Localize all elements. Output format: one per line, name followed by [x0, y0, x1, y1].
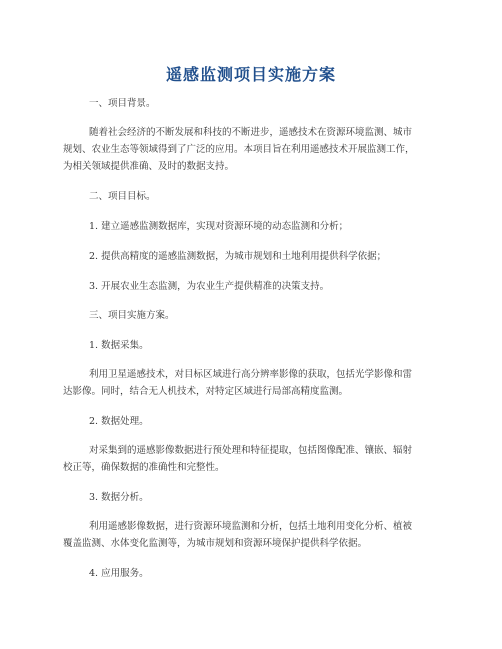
section-heading-goals — [89, 188, 419, 205]
text-line: 为相关领域提供准确、及时的数据支持。 — [63, 161, 235, 172]
step-heading-services — [89, 565, 419, 582]
text-line: 3. 开展农业生态监测，为农业生产提供精准的决策支持。 — [89, 281, 330, 292]
paragraph-background — [89, 124, 419, 141]
text-line: 随着社会经济的不断发展和科技的不断进步，遥感技术在资源环境监测、城市 — [89, 127, 413, 138]
text-line: 二、项目目标。 — [89, 191, 156, 202]
step-heading-processing — [89, 413, 419, 430]
text-line: 4. 应用服务。 — [89, 568, 149, 579]
goal-item-2 — [89, 248, 419, 265]
paragraph-background-cont-2 — [63, 158, 393, 175]
paragraph-collection-cont — [63, 383, 393, 400]
paragraph-analysis-cont — [63, 535, 393, 552]
text-line: 2. 提供高精度的遥感监测数据，为城市规划和土地利用提供科学依据； — [89, 251, 387, 262]
text-line: 三、项目实施方案。 — [89, 310, 175, 321]
document-title: 遥感监测项目实施方案 — [165, 65, 336, 84]
text-line: 利用卫星遥感技术，对目标区域进行高分辨率影像的获取，包括光学影像和雷 — [89, 369, 413, 380]
text-line: 3. 数据分析。 — [89, 492, 149, 503]
text-line: 1. 数据采集。 — [89, 340, 149, 351]
goal-item-1 — [89, 218, 419, 235]
text-line: 规划、农业生态等领域得到了广泛的应用。本项目旨在利用遥感技术开展监测工作， — [63, 144, 415, 155]
text-line: 利用遥感影像数据，进行资源环境监测和分析，包括土地利用变化分析、植被 — [89, 521, 413, 532]
text-line: 覆盖监测、水体变化监测等，为城市规划和资源环境保护提供科学依据。 — [63, 538, 368, 549]
text-line: 1. 建立遥感监测数据库，实现对资源环境的动态监测和分析； — [89, 221, 349, 232]
step-heading-analysis — [89, 489, 419, 506]
section-heading-background — [89, 95, 419, 112]
text-line: 达影像。同时，结合无人机技术，对特定区域进行局部高精度监测。 — [63, 386, 349, 397]
paragraph-background-cont-1 — [63, 141, 415, 158]
section-heading-plan — [89, 307, 419, 324]
goal-item-3 — [89, 278, 419, 295]
paragraph-processing-cont — [63, 459, 393, 476]
step-heading-collection — [89, 337, 419, 354]
text-line: 一、项目背景。 — [89, 98, 156, 109]
paragraph-analysis — [89, 518, 419, 535]
text-line: 2. 数据处理。 — [89, 416, 149, 427]
text-line: 校正等，确保数据的准确性和完整性。 — [63, 462, 225, 473]
text-line: 对采集到的遥感影像数据进行预处理和特征提取，包括图像配准、镶嵌、辐射 — [89, 445, 413, 456]
paragraph-collection — [89, 366, 419, 383]
paragraph-processing — [89, 442, 419, 459]
